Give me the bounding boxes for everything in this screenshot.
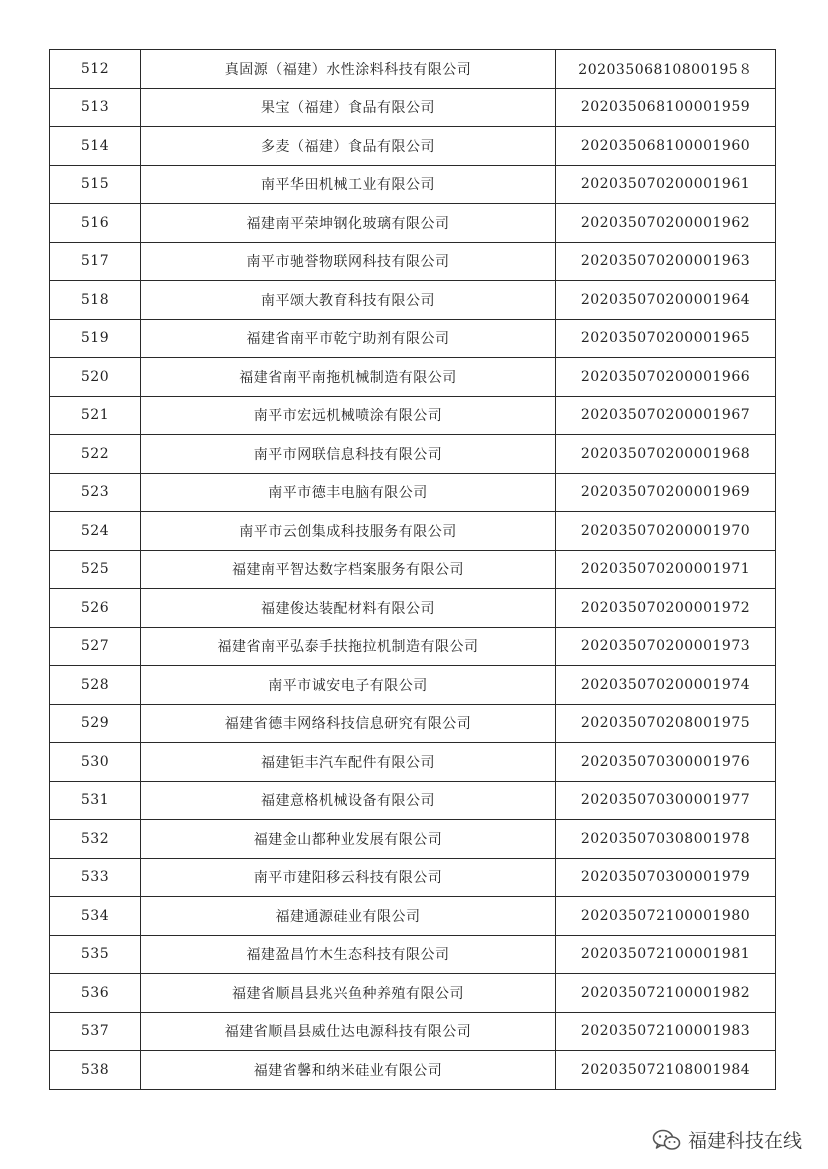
table-row — [50, 88, 776, 127]
cell-registration-code: 202035070200001973 — [556, 627, 776, 666]
table-row — [50, 1012, 776, 1051]
cell-registration-code: 202035072100001982 — [556, 974, 776, 1013]
cell-number: 533 — [50, 858, 141, 897]
cell-registration-code: 202035070200001969 — [556, 473, 776, 512]
cell-company-name: 福建钜丰汽车配件有限公司 — [141, 743, 556, 782]
registry-table — [49, 49, 776, 1090]
cell-company-name: 南平市网联信息科技有限公司 — [141, 435, 556, 474]
table-row — [50, 396, 776, 435]
cell-registration-code: 202035072100001983 — [556, 1012, 776, 1051]
cell-registration-code: 20203506810800195８ — [556, 50, 776, 89]
table-row — [50, 435, 776, 474]
cell-company-name: 福建省顺昌县兆兴鱼种养殖有限公司 — [141, 974, 556, 1013]
cell-registration-code: 202035070308001978 — [556, 820, 776, 859]
cell-company-name: 真固源（福建）水性涂料科技有限公司 — [141, 50, 556, 89]
cell-number: 516 — [50, 204, 141, 243]
cell-company-name: 福建意格机械设备有限公司 — [141, 781, 556, 820]
cell-company-name: 果宝（福建）食品有限公司 — [141, 88, 556, 127]
cell-registration-code: 202035070200001968 — [556, 435, 776, 474]
cell-company-name: 福建南平荣坤钢化玻璃有限公司 — [141, 204, 556, 243]
cell-number: 535 — [50, 935, 141, 974]
cell-number: 517 — [50, 242, 141, 281]
cell-number: 537 — [50, 1012, 141, 1051]
cell-number: 527 — [50, 627, 141, 666]
cell-number: 522 — [50, 435, 141, 474]
cell-company-name: 福建省德丰网络科技信息研究有限公司 — [141, 704, 556, 743]
cell-number: 519 — [50, 319, 141, 358]
cell-registration-code: 202035070200001974 — [556, 666, 776, 705]
cell-company-name: 南平市宏远机械喷涂有限公司 — [141, 396, 556, 435]
table-row — [50, 204, 776, 243]
cell-company-name: 福建俊达装配材料有限公司 — [141, 589, 556, 628]
table-row — [50, 704, 776, 743]
cell-number: 538 — [50, 1051, 141, 1090]
table-row — [50, 319, 776, 358]
cell-number: 523 — [50, 473, 141, 512]
cell-number: 512 — [50, 50, 141, 89]
cell-registration-code: 202035070300001979 — [556, 858, 776, 897]
table-row — [50, 512, 776, 551]
table-row — [50, 281, 776, 320]
cell-registration-code: 202035072108001984 — [556, 1051, 776, 1090]
cell-registration-code: 202035068100001959 — [556, 88, 776, 127]
cell-number: 528 — [50, 666, 141, 705]
table-row — [50, 781, 776, 820]
cell-registration-code: 202035070200001963 — [556, 242, 776, 281]
registry-table-body — [50, 50, 776, 1090]
cell-registration-code: 202035070208001975 — [556, 704, 776, 743]
cell-company-name: 南平市云创集成科技服务有限公司 — [141, 512, 556, 551]
table-row — [50, 242, 776, 281]
cell-registration-code: 202035068100001960 — [556, 127, 776, 166]
cell-company-name: 福建盈昌竹木生态科技有限公司 — [141, 935, 556, 974]
table-row — [50, 666, 776, 705]
table-row — [50, 358, 776, 397]
cell-company-name: 南平市建阳移云科技有限公司 — [141, 858, 556, 897]
cell-registration-code: 202035070200001965 — [556, 319, 776, 358]
cell-company-name: 南平市德丰电脑有限公司 — [141, 473, 556, 512]
table-row — [50, 473, 776, 512]
cell-number: 524 — [50, 512, 141, 551]
cell-registration-code: 202035070300001976 — [556, 743, 776, 782]
table-row — [50, 858, 776, 897]
cell-registration-code: 202035070200001971 — [556, 550, 776, 589]
cell-company-name: 福建省馨和纳米硅业有限公司 — [141, 1051, 556, 1090]
table-row — [50, 974, 776, 1013]
table-row — [50, 627, 776, 666]
table-row — [50, 589, 776, 628]
watermark-text: 福建科技在线 — [687, 1130, 802, 1152]
cell-registration-code: 202035070200001966 — [556, 358, 776, 397]
cell-number: 531 — [50, 781, 141, 820]
cell-company-name: 南平颂大教育科技有限公司 — [141, 281, 556, 320]
cell-company-name: 福建金山都种业发展有限公司 — [141, 820, 556, 859]
table-row — [50, 935, 776, 974]
table-row — [50, 165, 776, 204]
cell-registration-code: 202035070200001967 — [556, 396, 776, 435]
cell-registration-code: 202035070200001962 — [556, 204, 776, 243]
table-row — [50, 820, 776, 859]
cell-number: 514 — [50, 127, 141, 166]
cell-company-name: 多麦（福建）食品有限公司 — [141, 127, 556, 166]
table-row — [50, 1051, 776, 1090]
cell-number: 520 — [50, 358, 141, 397]
cell-number: 518 — [50, 281, 141, 320]
cell-registration-code: 202035070200001970 — [556, 512, 776, 551]
cell-number: 532 — [50, 820, 141, 859]
cell-number: 525 — [50, 550, 141, 589]
cell-number: 515 — [50, 165, 141, 204]
cell-company-name: 南平市诚安电子有限公司 — [141, 666, 556, 705]
cell-number: 529 — [50, 704, 141, 743]
cell-registration-code: 202035070200001961 — [556, 165, 776, 204]
cell-company-name: 南平市驰誉物联网科技有限公司 — [141, 242, 556, 281]
registry-sheet — [49, 49, 775, 1090]
cell-company-name: 福建省南平市乾宁助剂有限公司 — [141, 319, 556, 358]
wechat-icon — [652, 1128, 682, 1152]
table-row — [50, 550, 776, 589]
watermark — [652, 1126, 802, 1153]
cell-number: 536 — [50, 974, 141, 1013]
cell-company-name: 福建通源硅业有限公司 — [141, 897, 556, 936]
cell-registration-code: 202035070200001964 — [556, 281, 776, 320]
cell-number: 526 — [50, 589, 141, 628]
cell-company-name: 福建南平智达数字档案服务有限公司 — [141, 550, 556, 589]
cell-company-name: 南平华田机械工业有限公司 — [141, 165, 556, 204]
cell-number: 521 — [50, 396, 141, 435]
cell-number: 534 — [50, 897, 141, 936]
cell-registration-code: 202035070200001972 — [556, 589, 776, 628]
table-row — [50, 897, 776, 936]
table-row — [50, 127, 776, 166]
cell-registration-code: 202035070300001977 — [556, 781, 776, 820]
table-row — [50, 743, 776, 782]
cell-company-name: 福建省顺昌县威仕达电源科技有限公司 — [141, 1012, 556, 1051]
cell-number: 530 — [50, 743, 141, 782]
cell-number: 513 — [50, 88, 141, 127]
table-row — [50, 50, 776, 89]
cell-company-name: 福建省南平南拖机械制造有限公司 — [141, 358, 556, 397]
cell-company-name: 福建省南平弘泰手扶拖拉机制造有限公司 — [141, 627, 556, 666]
cell-registration-code: 202035072100001980 — [556, 897, 776, 936]
cell-registration-code: 202035072100001981 — [556, 935, 776, 974]
